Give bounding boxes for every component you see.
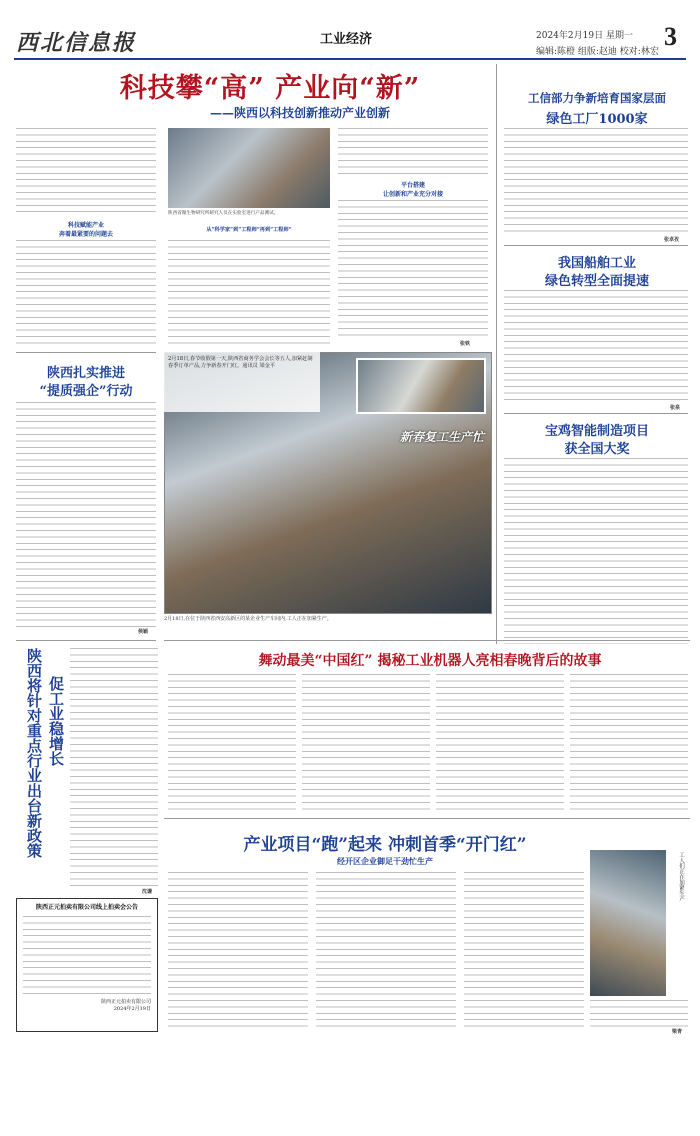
vertical-story-author: 沈谦 <box>142 889 153 895</box>
story1-headline-line1: 工信部力争新培育国家层面 <box>528 91 666 105</box>
photo-banner: 新春复工生产忙 <box>400 430 485 444</box>
column-divider-right <box>496 64 497 644</box>
left-divider-2 <box>16 640 156 641</box>
story2-text <box>504 290 688 404</box>
lead-text-block-3 <box>168 240 330 346</box>
section3-subtitle: 让创新和产业充分对接 <box>382 191 443 198</box>
lead-text-block-1 <box>16 128 156 216</box>
bottom-text-3 <box>464 872 584 1032</box>
story2-headline-line1: 我国船舶工业 <box>557 256 636 271</box>
right-divider-1 <box>504 245 688 246</box>
lead-headline: 科技攀“高” 产业向“新” <box>119 73 421 104</box>
robot-text-4 <box>570 674 688 812</box>
bottom-text-2 <box>316 872 456 1032</box>
robot-text-2 <box>302 674 430 812</box>
auction-company: 陕西正元拍卖有限公司 <box>100 999 151 1005</box>
newspaper-logo: 西北信息报 <box>16 30 137 56</box>
masthead-rule <box>14 58 686 60</box>
bottom-headline: 产业项目“跑”起来 冲刺首季“开门红” <box>243 835 527 855</box>
bottom-text-1 <box>168 872 308 1032</box>
story3-headline-line2: 获全国大奖 <box>564 442 630 457</box>
left-divider-1 <box>16 352 156 353</box>
inset-caption: 2月18日,春节收假第一天,陕西省商务学会会长等五人,加紧赶制春季订单产品,力争新春开门红。通讯员 梁金平 <box>168 356 313 369</box>
quality-headline-line2: “提质强企”行动 <box>39 384 133 399</box>
lead-text-block-4 <box>338 128 488 178</box>
bottom-subheadline: 经开区企业御足干劲忙生产 <box>337 856 433 866</box>
story1-text <box>504 128 688 236</box>
inset-box <box>164 352 320 412</box>
quality-headline-line1: 陕西扎实推进 <box>46 366 125 381</box>
bottom-author: 梁青 <box>672 1029 683 1035</box>
section2-title: 从“科学家”到“工程师”再到“工程师” <box>206 227 292 233</box>
quality-author: 侯颖 <box>138 629 149 635</box>
auction-body <box>23 916 151 996</box>
inset-photo <box>356 358 486 414</box>
right-divider-2 <box>504 413 688 414</box>
robot-text-1 <box>168 674 296 812</box>
bottom-text-4 <box>590 1000 688 1028</box>
editor-credits: 编辑:陈橙 组版:赵迪 校对:林宏 <box>536 47 659 57</box>
quality-text <box>16 402 156 628</box>
story1-author: 张卓孜 <box>664 237 680 243</box>
story3-headline-line1: 宝鸡智能制造项目 <box>544 424 649 439</box>
section1-title: 科技赋能产业 <box>67 222 104 229</box>
auction-date: 2024年2月19日 <box>113 1006 151 1012</box>
auction-title: 陕西正元拍卖有限公司线上拍卖会公告 <box>35 904 138 911</box>
lead-text-block-2 <box>16 240 156 346</box>
lead-text-block-5 <box>338 200 488 340</box>
issue-date: 2024年2月19日 星期一 <box>536 31 633 41</box>
robot-headline: 舞动最美“中国红” 揭秘工业机器人亮相春晚背后的故事 <box>258 653 602 669</box>
section1-subtitle: 奔着最紧要的问题去 <box>58 231 113 238</box>
page-number: 3 <box>664 22 677 51</box>
story2-headline-line2: 绿色转型全面提速 <box>544 274 649 289</box>
auction-notice-box <box>16 898 158 1032</box>
lead-subheadline: ——陕西以科技创新推动产业创新 <box>209 106 390 120</box>
lab-photo-caption: 陕西省微生物研究所研究人员在实验室进行产品测试。 <box>168 211 279 216</box>
factory-photo-caption: 2月18日,在位于陕西省西安高新区的某企业生产车间内,工人正在加紧生产。 <box>164 616 332 622</box>
vertical-story-text <box>70 648 158 888</box>
story2-author: 张泉 <box>670 405 681 411</box>
section3-title: 平台搭建 <box>400 182 425 189</box>
mid-divider <box>164 640 690 641</box>
robot-text-3 <box>436 674 564 812</box>
vertical-headline-part2: 促工业稳增长 <box>47 676 65 766</box>
story3-text <box>504 458 688 644</box>
vertical-headline-part1: 陕西将针对重点行业出台新政策 <box>25 648 43 858</box>
worker-photo-caption: 工人们正在加紧生产 <box>678 852 684 902</box>
section-name: 工业经济 <box>320 32 373 47</box>
lab-photo <box>168 128 330 208</box>
lead-author: 张铁 <box>460 341 471 347</box>
worker-photo <box>590 850 666 996</box>
story1-headline-line2: 绿色工厂1000家 <box>546 112 648 127</box>
bottom-divider <box>164 818 690 819</box>
